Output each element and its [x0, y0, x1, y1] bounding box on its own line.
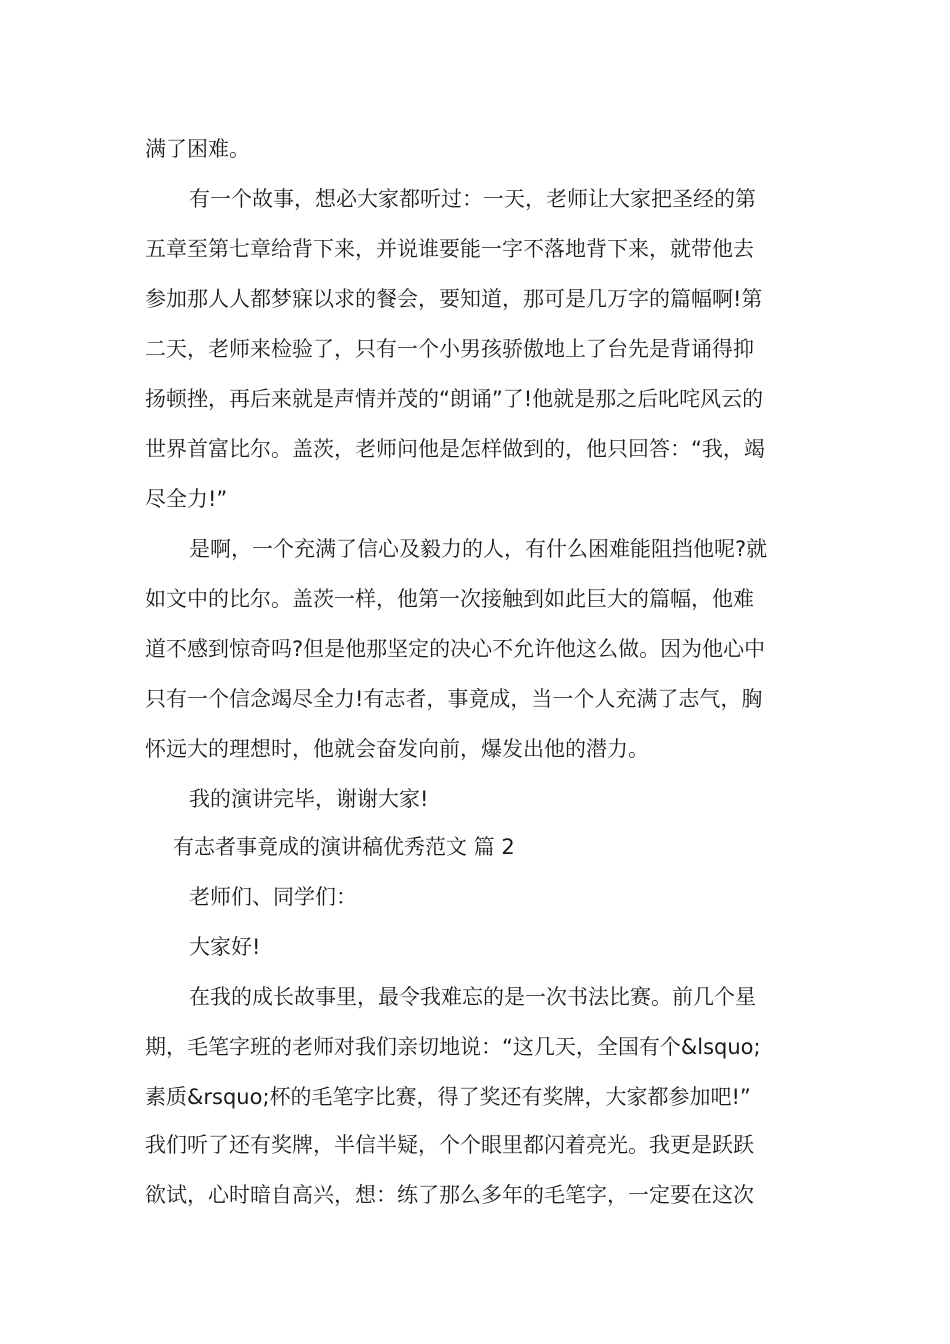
text-line: 尽全力!”	[145, 487, 228, 511]
text-line: 期，毛笔字班的老师对我们亲切地说：“这几天，全国有个&lsquo;	[145, 1035, 761, 1059]
text-line: 扬顿挫，再后来就是声情并茂的“朗诵”了!他就是那之后叱咤风云的	[145, 387, 764, 411]
text-line: 二天，老师来检验了，只有一个小男孩骄傲地上了台先是背诵得抑	[145, 337, 754, 361]
salutation-line: 老师们、同学们：	[189, 885, 357, 909]
text-line: 满了困难。	[145, 137, 250, 161]
text-line: 只有一个信念竭尽全力!有志者，事竟成，当一个人充满了志气，胸	[145, 687, 763, 711]
closing-line: 我的演讲完毕，谢谢大家!	[189, 787, 429, 811]
text-line: 道不感到惊奇吗?但是他那坚定的决心不允许他这么做。因为他心中	[145, 637, 766, 661]
text-line: 参加那人人都梦寐以求的餐会，要知道，那可是几万字的篇幅啊!第	[145, 287, 763, 311]
text-line: 欲试，心时暗自高兴，想：练了那么多年的毛笔字，一定要在这次	[145, 1183, 754, 1207]
paragraph-start-line: 有一个故事，想必大家都听过：一天，老师让大家把圣经的第	[189, 187, 756, 211]
text-line: 五章至第七章给背下来，并说谁要能一字不落地背下来，就带他去	[145, 237, 754, 261]
text-line: 世界首富比尔。盖茨，老师问他是怎样做到的，他只回答：“我，竭	[145, 437, 765, 461]
greeting-line: 大家好!	[189, 935, 261, 959]
paragraph-start-line: 是啊，一个充满了信心及毅力的人，有什么困难能阻挡他呢?就	[189, 537, 768, 561]
text-line: 我们听了还有奖牌，半信半疑，个个眼里都闪着亮光。我更是跃跃	[145, 1133, 754, 1157]
text-line: 怀远大的理想时，他就会奋发向前，爆发出他的潜力。	[145, 737, 649, 761]
paragraph-start-line: 在我的成长故事里，最令我难忘的是一次书法比赛。前几个星	[189, 985, 756, 1009]
section-heading: 有志者事竟成的演讲稿优秀范文 篇 2	[173, 835, 515, 859]
text-line: 素质&rsquo;杯的毛笔字比赛，得了奖还有奖牌，大家都参加吧!”	[145, 1085, 751, 1109]
text-line: 如文中的比尔。盖茨一样，他第一次接触到如此巨大的篇幅，他难	[145, 587, 754, 611]
